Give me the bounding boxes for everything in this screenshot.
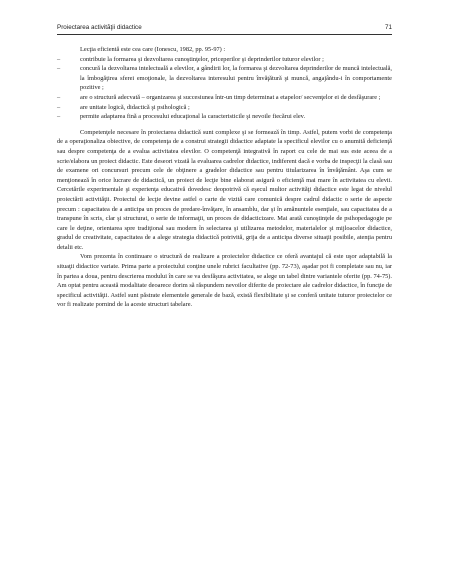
criteria-list	[57, 55, 392, 122]
dash-bullet: –	[57, 93, 61, 101]
criteria-item	[57, 112, 392, 122]
criteria-item	[57, 64, 392, 93]
body-paragraph-structure: Vom prezenta în continuare o structură de realizare a proiectelor didactice ce oferă avantajul că este uşor adaptabilă la situaţii didactice variate. Prima parte a proiectului conţine unele rubrici facultative (pp. 72-73), aşadar pot fi completate sau nu, iar în partea a doua, pentru descrierea modului în care se va desfăşura activitatea, se alege un tabel dintre variantele oferite (pp. 74-75). Am optat pentru această modalitate deoarece dorim să răspundem nevoilor diferite de proiectare ale cadrelor didactice, în funcţie de specificul activităţii. Astfel sunt păstrate elementele generale de bază, există flexibilitate şi se conferă unitate tuturor proiectelor ce vor fi realizate pornind de la aceste structuri tabelare.	[57, 253, 392, 309]
criteria-item	[57, 55, 392, 65]
dash-bullet: –	[57, 113, 61, 121]
body-paragraph-competences: Competenţele necesare în proiectarea didactică sunt complexe şi se formează în timp. Astfel, putem vorbi de competenţa de a operaţionaliza obiective, de competenţa de a construi strategii didactice adaptate la specificul elevilor cu o anumită deficienţă sau despre competenţa de a evalua activitatea elevilor. O competenţă integrativă în raport cu cele de mai sus este aceea de a scrie/elabora un proiect didactic. Este deseori vizată la evaluarea cadrelor didactice, indiferent dacă e vorba de inspecţii la clasă sau de examene ori concursuri precum cele de obţinere a gradelor didactice sau pentru titularizarea în învăţământ. Aşa cum se menţionează în orice lucrare de didactică, un proiect de lecţie bine elaborat asigură o eficienţă mai mare în activitatea cu elevii. Cercetările experimentale şi experienţa educativă dovedesc deopotrivă că eşecul multor activităţi didactice este legat de nivelul proiectării activităţii. Proiectul de lecţie devine astfel o carte de vizită care comunică despre cadrul didactic o serie de aspecte precum : capacitatea de a anticipa un proces de predare-învăţare, în ansamblu, dar şi în amănuntele esenţiale, sau capacitatea de a transpune în scris, clar şi structurat, o serie de informaţii, un proces de didacticizare. Mai arată cunoştinţele de psihopedagogie pe care le deţine, orientarea spre tradiţional sau modern în selectarea şi utilizarea metodelor, materialelor şi mijloacelor didactice, gradul de creativitate, capacitatea de a alege strategia didactică potrivită, grija de a anticipa diverse situaţii posibile, atenţia pentru detalii etc.	[57, 128, 392, 251]
dash-bullet: –	[57, 55, 61, 63]
body-text	[57, 45, 392, 310]
criteria-item	[57, 93, 392, 103]
intro-sentence: Lecţia eficientă este cea care (Ionescu, 1982, pp. 95-97) :	[80, 46, 226, 53]
criteria-text: are unitate logică, didactică şi psihologică ;	[80, 103, 190, 111]
criteria-item	[57, 103, 392, 113]
dash-bullet: –	[57, 65, 61, 73]
dash-bullet: –	[57, 103, 61, 111]
running-header	[57, 23, 392, 35]
criteria-text: contribuie la formarea şi dezvoltarea cunoştinţelor, priceperilor şi deprinderilor tuturor elevilor ;	[80, 55, 324, 63]
criteria-text: concură la dezvoltarea intelectuală a elevilor, a gândirii lor, la formarea şi dezvoltarea deprinderilor de muncă intelectuală, la îmbogăţirea sferei emoţionale, la dezvoltarea interesului pentru învăţătură şi muncă, angajându-i în comportamente pozitive ;	[80, 65, 392, 92]
page-number: 71	[384, 24, 392, 31]
running-title: Proiectarea activităţii didactice	[57, 24, 142, 31]
criteria-text: are o structură adecvată – organizarea şi succesiunea într-un timp determinat a etapelor/ secvenţelor ei de desfăşurare ;	[80, 93, 381, 101]
criteria-text: permite adaptarea fină a procesului educaţional la caracteristicile şi nevoile fiecărui elev.	[80, 113, 306, 121]
